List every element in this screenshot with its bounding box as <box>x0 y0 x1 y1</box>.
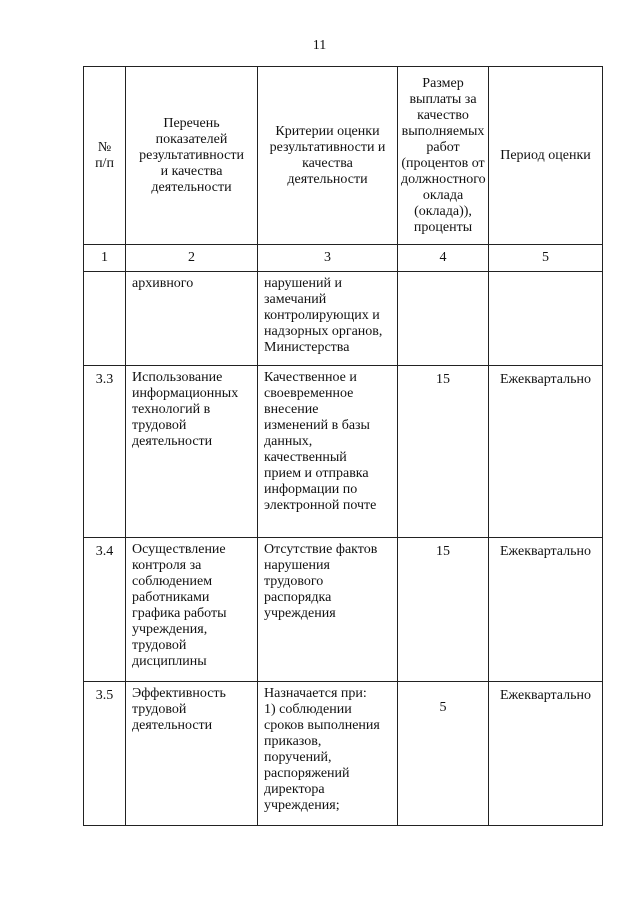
column-number: 4 <box>398 245 489 272</box>
indicators-table <box>83 66 603 826</box>
column-number: 1 <box>84 245 126 272</box>
row-indicator-cell: Эффективность трудовой деятельности <box>126 682 258 826</box>
header-criteria: Критерии оценки результативности и качества деятельности <box>258 67 398 245</box>
column-number: 5 <box>489 245 603 272</box>
row-amount-cell: 15 <box>398 366 489 538</box>
row-indicator-cell: Осуществление контроля за соблюдением работниками графика работы учреждения, трудовой дисциплины <box>126 538 258 682</box>
row-criteria-cell: Отсутствие фактов нарушения трудового распорядка учреждения <box>258 538 398 682</box>
header-period: Период оценки <box>489 67 603 245</box>
row-num-cell <box>84 272 126 366</box>
row-num-cell: 3.5 <box>84 682 126 826</box>
row-criteria-cell: нарушений и замечаний контролирующих и надзорных органов, Министерства <box>258 272 398 366</box>
row-period-cell: Ежеквартально <box>489 682 603 826</box>
table-row <box>84 538 603 682</box>
header-indicator: Перечень показателей результативности и качества деятельности <box>126 67 258 245</box>
column-number: 2 <box>126 245 258 272</box>
table-row <box>84 366 603 538</box>
row-amount-cell: 15 <box>398 538 489 682</box>
header-amount: Размер выплаты за качество выполняемых работ (процентов от должностного оклада (оклада)), проценты <box>398 67 489 245</box>
row-amount-cell <box>398 272 489 366</box>
table-row <box>84 682 603 826</box>
row-amount-cell: 5 <box>398 682 489 826</box>
table-header-row <box>84 67 603 245</box>
row-period-cell: Ежеквартально <box>489 366 603 538</box>
row-indicator-cell: архивного <box>126 272 258 366</box>
page-number: 11 <box>312 38 327 53</box>
column-number: 3 <box>258 245 398 272</box>
row-criteria-cell: Качественное и своевременное внесение изменений в базы данных, качественный прием и отправка информации по электронной почте <box>258 366 398 538</box>
row-num-cell: 3.4 <box>84 538 126 682</box>
table-row-continuation <box>84 272 603 366</box>
column-number-row <box>84 245 603 272</box>
row-period-cell: Ежеквартально <box>489 538 603 682</box>
row-num-cell: 3.3 <box>84 366 126 538</box>
row-period-cell <box>489 272 603 366</box>
row-criteria-cell: Назначается при: 1) соблюдении сроков выполнения приказов, поручений, распоряжений директора учреждения; <box>258 682 398 826</box>
header-num: № п/п <box>84 67 126 245</box>
row-indicator-cell: Использование информационных технологий в трудовой деятельности <box>126 366 258 538</box>
